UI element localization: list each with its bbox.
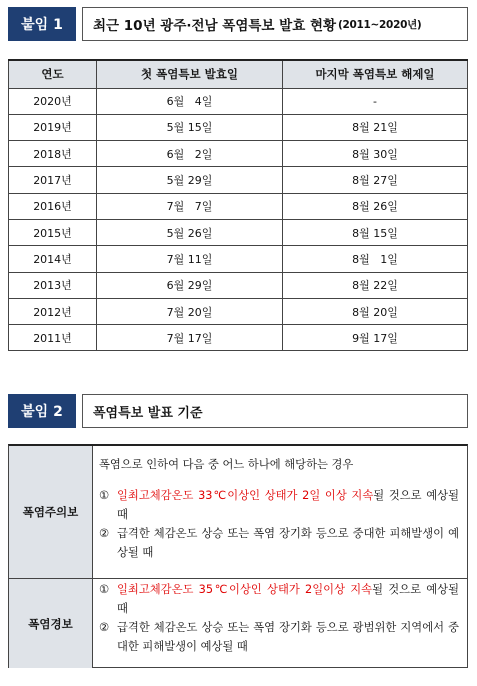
cell-first-issued: 6월 4일 [97, 88, 283, 114]
cell-last-lifted: 8월 30일 [283, 141, 468, 167]
warning-item-2-num: ② [99, 621, 110, 634]
section1-badge: 붙임 1 [8, 7, 76, 41]
section2-title: 폭염특보 발표 기준 [93, 405, 203, 421]
header-year: 연도 [9, 60, 97, 88]
section1-title: 최근 10년 광주·전남 폭염특보 발효 현황 [93, 18, 337, 34]
cell-first-issued: 7월 11일 [97, 246, 283, 272]
table-row [9, 88, 468, 114]
section2-heading [8, 394, 468, 428]
cell-first-issued: 6월 2일 [97, 141, 283, 167]
table-row [9, 298, 468, 324]
cell-last-lifted: 8월 15일 [283, 219, 468, 245]
warning-item-1-num: ① [99, 583, 110, 596]
cell-first-issued: 5월 29일 [97, 167, 283, 193]
cell-year: 2017년 [9, 167, 97, 193]
cell-first-issued: 5월 26일 [97, 219, 283, 245]
cell-first-issued: 5월 15일 [97, 114, 283, 140]
warning-body [93, 579, 467, 668]
cell-last-lifted: 8월 22일 [283, 272, 468, 298]
watch-body [93, 446, 467, 578]
heat-advisory-dates-table [8, 59, 468, 351]
cell-last-lifted: 8월 20일 [283, 298, 468, 324]
watch-item-2-text: 급격한 체감온도 상승 또는 폭염 장기화 등으로 중대한 피해발생이 예상될 때 [117, 527, 459, 559]
watch-item-1-emphasis: 일최고체감온도 33℃이상인 상태가 2일 이상 지속 [117, 489, 374, 502]
cell-first-issued: 7월 20일 [97, 298, 283, 324]
criteria-table [8, 444, 468, 668]
cell-last-lifted: 8월 27일 [283, 167, 468, 193]
table-row [9, 219, 468, 245]
warning-item-2 [99, 618, 459, 656]
warning-item-1 [99, 580, 459, 618]
table-row [9, 141, 468, 167]
cell-year: 2014년 [9, 246, 97, 272]
watch-intro: 폭염으로 인하여 다음 중 어느 하나에 해당하는 경우 [99, 458, 354, 471]
cell-year: 2015년 [9, 219, 97, 245]
criteria-row-warning [9, 579, 467, 668]
watch-item-1 [99, 486, 459, 524]
cell-last-lifted: - [283, 88, 468, 114]
warning-label: 폭염경보 [9, 579, 93, 668]
cell-last-lifted: 8월 21일 [283, 114, 468, 140]
table-row [9, 167, 468, 193]
table-row [9, 114, 468, 140]
warning-item-1-emphasis: 일최고체감온도 35℃이상인 상태가 2일이상 지속 [117, 583, 373, 596]
cell-year: 2013년 [9, 272, 97, 298]
cell-first-issued: 6월 29일 [97, 272, 283, 298]
warning-item-2-text: 급격한 체감온도 상승 또는 폭염 장기화 등으로 광범위한 지역에서 중대한 피해발생이 예상될 때 [117, 621, 459, 653]
section2-badge: 붙임 2 [8, 394, 76, 428]
watch-item-2-num: ② [99, 527, 110, 540]
cell-first-issued: 7월 17일 [97, 325, 283, 351]
section1-title-box [82, 7, 468, 41]
table-row [9, 272, 468, 298]
watch-item-1-num: ① [99, 489, 110, 502]
header-first-issued: 첫 폭염특보 발효일 [97, 60, 283, 88]
cell-year: 2019년 [9, 114, 97, 140]
cell-year: 2018년 [9, 141, 97, 167]
cell-last-lifted: 8월 1일 [283, 246, 468, 272]
watch-item-1-rest: 될 것으로 예상될 때 [117, 489, 459, 521]
cell-last-lifted: 9월 17일 [283, 325, 468, 351]
cell-first-issued: 7월 7일 [97, 193, 283, 219]
section1-heading [8, 7, 468, 41]
table-row [9, 325, 468, 351]
criteria-row-watch [9, 446, 467, 579]
cell-year: 2011년 [9, 325, 97, 351]
table-row [9, 246, 468, 272]
warning-item-1-rest: 될 것으로 예상될 때 [117, 583, 459, 615]
table-header-row [9, 60, 468, 88]
header-last-lifted: 마지막 폭염특보 해제일 [283, 60, 468, 88]
cell-last-lifted: 8월 26일 [283, 193, 468, 219]
table-row [9, 193, 468, 219]
watch-item-2 [99, 524, 459, 562]
section2-title-box [82, 394, 468, 428]
section1-title-sub: (2011~2020년) [338, 18, 422, 31]
watch-label: 폭염주의보 [9, 446, 93, 578]
cell-year: 2016년 [9, 193, 97, 219]
cell-year: 2020년 [9, 88, 97, 114]
cell-year: 2012년 [9, 298, 97, 324]
